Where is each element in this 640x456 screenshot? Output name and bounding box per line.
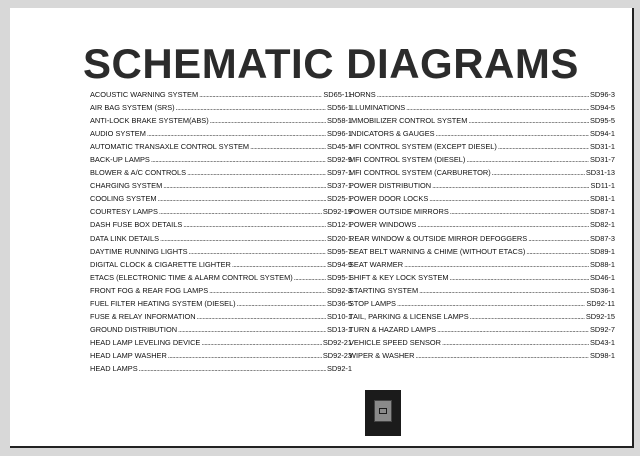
dot-leader <box>160 234 326 243</box>
entry-code: SD92-23 <box>322 350 352 360</box>
dot-leader <box>429 194 589 203</box>
entry-name: COOLING SYSTEM <box>90 194 157 204</box>
entry-name: ANTI-LOCK BRAKE SYSTEM(ABS) <box>90 116 209 126</box>
entry-code: SD31-13 <box>585 168 615 178</box>
entry-name: VEHICLE SPEED SENSOR <box>349 337 442 347</box>
logo-plate <box>374 400 392 422</box>
entry-code: SD87-3 <box>589 233 615 243</box>
dot-leader <box>377 90 589 99</box>
index-entry[interactable] <box>349 286 615 299</box>
entry-code: SD20-1 <box>326 233 352 243</box>
entry-code: SD89-1 <box>589 246 615 256</box>
entry-name: DAYTIME RUNNING LIGHTS <box>90 246 188 256</box>
dot-leader <box>158 194 326 203</box>
index-entry[interactable] <box>349 312 615 325</box>
entry-code: SD95-5 <box>589 116 615 126</box>
dot-leader <box>237 299 326 308</box>
dot-leader <box>436 129 589 138</box>
document-page <box>10 8 634 448</box>
dot-leader <box>397 299 585 308</box>
index-entry[interactable] <box>90 129 352 142</box>
entry-name: BLOWER & A/C CONTROLS <box>90 168 187 178</box>
entry-name: MFI CONTROL SYSTEM (EXCEPT DIESEL) <box>349 142 497 152</box>
dot-leader <box>210 116 326 125</box>
entry-code: SD56-1 <box>326 103 352 113</box>
entry-name: HORNS <box>349 90 376 99</box>
entry-code: SD92-19 <box>322 207 352 217</box>
index-entry[interactable] <box>349 155 615 168</box>
index-entry[interactable] <box>349 260 615 273</box>
index-entry[interactable] <box>349 207 615 220</box>
entry-name: ACOUSTIC WARNING SYSTEM <box>90 90 199 99</box>
entry-name: FUSE & RELAY INFORMATION <box>90 311 196 321</box>
dot-leader <box>163 181 326 190</box>
entry-code: SD92-11 <box>586 298 615 308</box>
index-entry[interactable] <box>349 220 615 233</box>
entry-name: AUDIO SYSTEM <box>90 129 146 139</box>
index-entry[interactable] <box>90 220 352 233</box>
dot-leader <box>450 207 589 216</box>
index-entry[interactable] <box>349 325 615 338</box>
dot-leader <box>466 155 589 164</box>
index-entry[interactable] <box>90 351 352 364</box>
entry-name: TURN & HAZARD LAMPS <box>349 324 437 334</box>
entry-name: MFI CONTROL SYSTEM (DIESEL) <box>349 155 466 165</box>
entry-code: SD92-3 <box>326 285 352 295</box>
entry-code: SD92-15 <box>585 311 615 321</box>
entry-code: SD81-1 <box>589 194 615 204</box>
index-entry[interactable] <box>349 273 615 286</box>
entry-name: POWER DISTRIBUTION <box>349 181 432 191</box>
entry-name: POWER OUTSIDE MIRRORS <box>349 207 449 217</box>
entry-name: COURTESY LAMPS <box>90 207 158 217</box>
entry-code: SD31-7 <box>589 155 615 165</box>
entry-name: REAR WINDOW & OUTSIDE MIRROR DEFOGGERS <box>349 233 528 243</box>
entry-name: FUEL FILTER HEATING SYSTEM (DIESEL) <box>90 298 236 308</box>
entry-code: SD94-5 <box>589 103 615 113</box>
entry-name: DATA LINK DETAILS <box>90 233 159 243</box>
index-entry[interactable] <box>349 299 615 312</box>
index-entry[interactable] <box>349 351 615 364</box>
entry-code: SD58-1 <box>326 116 352 126</box>
dot-leader <box>151 155 326 164</box>
entry-name: SEAT WARMER <box>349 259 404 269</box>
manual-logo-icon <box>365 390 401 436</box>
index-entry[interactable] <box>349 181 615 194</box>
index-entry[interactable] <box>90 168 352 181</box>
dot-leader <box>404 260 589 269</box>
entry-name: AIR BAG SYSTEM (SRS) <box>90 103 175 113</box>
entry-code: SD10-1 <box>326 311 352 321</box>
dot-leader <box>183 220 326 229</box>
entry-name: CHARGING SYSTEM <box>90 181 163 191</box>
dot-leader <box>406 103 589 112</box>
index-entry[interactable] <box>90 273 352 286</box>
index-entry[interactable] <box>90 299 352 312</box>
entry-name: SHIFT & KEY LOCK SYSTEM <box>349 272 449 282</box>
dot-leader <box>498 142 589 151</box>
entry-code: SD92-1 <box>326 363 352 373</box>
index-left-column <box>90 90 352 377</box>
dot-leader <box>147 129 326 138</box>
dot-leader <box>526 247 589 256</box>
dot-leader <box>201 338 321 347</box>
entry-code: SD92-21 <box>322 337 352 347</box>
index-entry[interactable] <box>90 260 352 273</box>
entry-code: SD96-1 <box>326 129 352 139</box>
dot-leader <box>178 325 326 334</box>
index-entry[interactable] <box>90 247 352 260</box>
logo-mark <box>379 408 387 414</box>
dot-leader <box>294 273 326 282</box>
entry-code: SD96-3 <box>589 90 615 99</box>
entry-name: POWER WINDOWS <box>349 220 417 230</box>
dot-leader <box>159 207 322 216</box>
dot-leader <box>528 234 589 243</box>
entry-code: SD92-9 <box>326 155 352 165</box>
entry-code: SD25-1 <box>326 194 352 204</box>
entry-name: DIGITAL CLOCK & CIGARETTE LIGHTER <box>90 259 231 269</box>
entry-name: STOP LAMPS <box>349 298 396 308</box>
entry-code: SD92-7 <box>589 324 615 334</box>
index-entry[interactable] <box>90 312 352 325</box>
entry-name: MFI CONTROL SYSTEM (CARBURETOR) <box>349 168 491 178</box>
entry-name: SEAT BELT WARNING & CHIME (WITHOUT ETACS) <box>349 246 526 256</box>
entry-code: SD65-11 <box>323 90 352 99</box>
entry-code: SD97-1 <box>326 168 352 178</box>
entry-code: SD95-1 <box>326 272 352 282</box>
entry-name: STARTING SYSTEM <box>349 285 419 295</box>
entry-name: AUTOMATIC TRANSAXLE CONTROL SYSTEM <box>90 142 250 152</box>
dot-leader <box>417 220 589 229</box>
entry-name: ILLUMINATIONS <box>349 103 406 113</box>
entry-name: WIPER & WASHER <box>349 350 415 360</box>
entry-name: ETACS (ELECTRONIC TIME & ALARM CONTROL SYSTEM) <box>90 272 293 282</box>
index-entry[interactable] <box>349 142 615 155</box>
entry-code: SD98-1 <box>589 350 615 360</box>
dot-leader <box>197 312 326 321</box>
entry-code: SD45-1 <box>326 142 352 152</box>
dot-leader <box>450 273 589 282</box>
entry-name: GROUND DISTRIBUTION <box>90 324 178 334</box>
index-right-column <box>349 90 615 364</box>
entry-name: FRONT FOG & REAR FOG LAMPS <box>90 285 209 295</box>
dot-leader <box>432 181 589 190</box>
index-entry[interactable] <box>349 103 615 116</box>
dot-leader <box>415 351 589 360</box>
dot-leader <box>437 325 589 334</box>
index-entry[interactable] <box>349 168 615 181</box>
index-entry[interactable] <box>349 129 615 142</box>
dot-leader <box>139 364 326 373</box>
dot-leader <box>168 351 322 360</box>
entry-name: HEAD LAMP WASHER <box>90 350 167 360</box>
dot-leader <box>442 338 589 347</box>
page-title: SCHEMATIC DIAGRAMS <box>83 40 579 87</box>
dot-leader <box>209 286 326 295</box>
dot-leader <box>232 260 326 269</box>
entry-code: SD36-1 <box>589 285 615 295</box>
index-entry[interactable] <box>90 142 352 155</box>
entry-code: SD36-5 <box>326 298 352 308</box>
entry-name: DASH FUSE BOX DETAILS <box>90 220 183 230</box>
entry-code: SD11-1 <box>590 181 615 191</box>
entry-code: SD31-1 <box>589 142 615 152</box>
entry-name: HEAD LAMPS <box>90 363 138 373</box>
entry-name: INDICATORS & GAUGES <box>349 129 435 139</box>
index-entry[interactable] <box>90 325 352 338</box>
index-entry[interactable] <box>349 234 615 247</box>
index-entry[interactable] <box>90 103 352 116</box>
entry-name: POWER DOOR LOCKS <box>349 194 429 204</box>
index-entry[interactable] <box>90 155 352 168</box>
entry-code: SD87-1 <box>589 207 615 217</box>
index-entry[interactable] <box>90 90 352 103</box>
dot-leader <box>419 286 589 295</box>
dot-leader <box>187 168 326 177</box>
entry-code: SD94-1 <box>589 129 615 139</box>
entry-code: SD43-1 <box>589 337 615 347</box>
dot-leader <box>189 247 326 256</box>
dot-leader <box>492 168 585 177</box>
index-entry[interactable] <box>349 90 615 103</box>
entry-code: SD37-1 <box>326 181 352 191</box>
entry-code: SD46-1 <box>589 272 615 282</box>
index-entry[interactable] <box>90 286 352 299</box>
entry-name: TAIL, PARKING & LICENSE LAMPS <box>349 311 469 321</box>
index-entry[interactable] <box>349 194 615 207</box>
entry-code: SD13-1 <box>326 324 352 334</box>
index-entry[interactable] <box>90 234 352 247</box>
index-entry[interactable] <box>349 116 615 129</box>
entry-code: SD94-9 <box>326 259 352 269</box>
entry-name: IMMOBILIZER CONTROL SYSTEM <box>349 116 468 126</box>
dot-leader <box>176 103 326 112</box>
dot-leader <box>250 142 326 151</box>
dot-leader <box>470 312 585 321</box>
index-entry[interactable] <box>90 207 352 220</box>
index-entry[interactable] <box>90 116 352 129</box>
index-entry[interactable] <box>349 247 615 260</box>
index-entry[interactable] <box>90 338 352 351</box>
entry-code: SD12-1 <box>326 220 352 230</box>
entry-name: BACK-UP LAMPS <box>90 155 150 165</box>
index-entry[interactable] <box>349 338 615 351</box>
index-entry[interactable] <box>90 364 352 377</box>
dot-leader <box>468 116 589 125</box>
entry-code: SD95-7 <box>326 246 352 256</box>
entry-code: SD82-1 <box>589 220 615 230</box>
index-entry[interactable] <box>90 194 352 207</box>
entry-name: HEAD LAMP LEVELING DEVICE <box>90 337 201 347</box>
entry-code: SD88-1 <box>589 259 615 269</box>
dot-leader <box>199 90 322 99</box>
index-entry[interactable] <box>90 181 352 194</box>
